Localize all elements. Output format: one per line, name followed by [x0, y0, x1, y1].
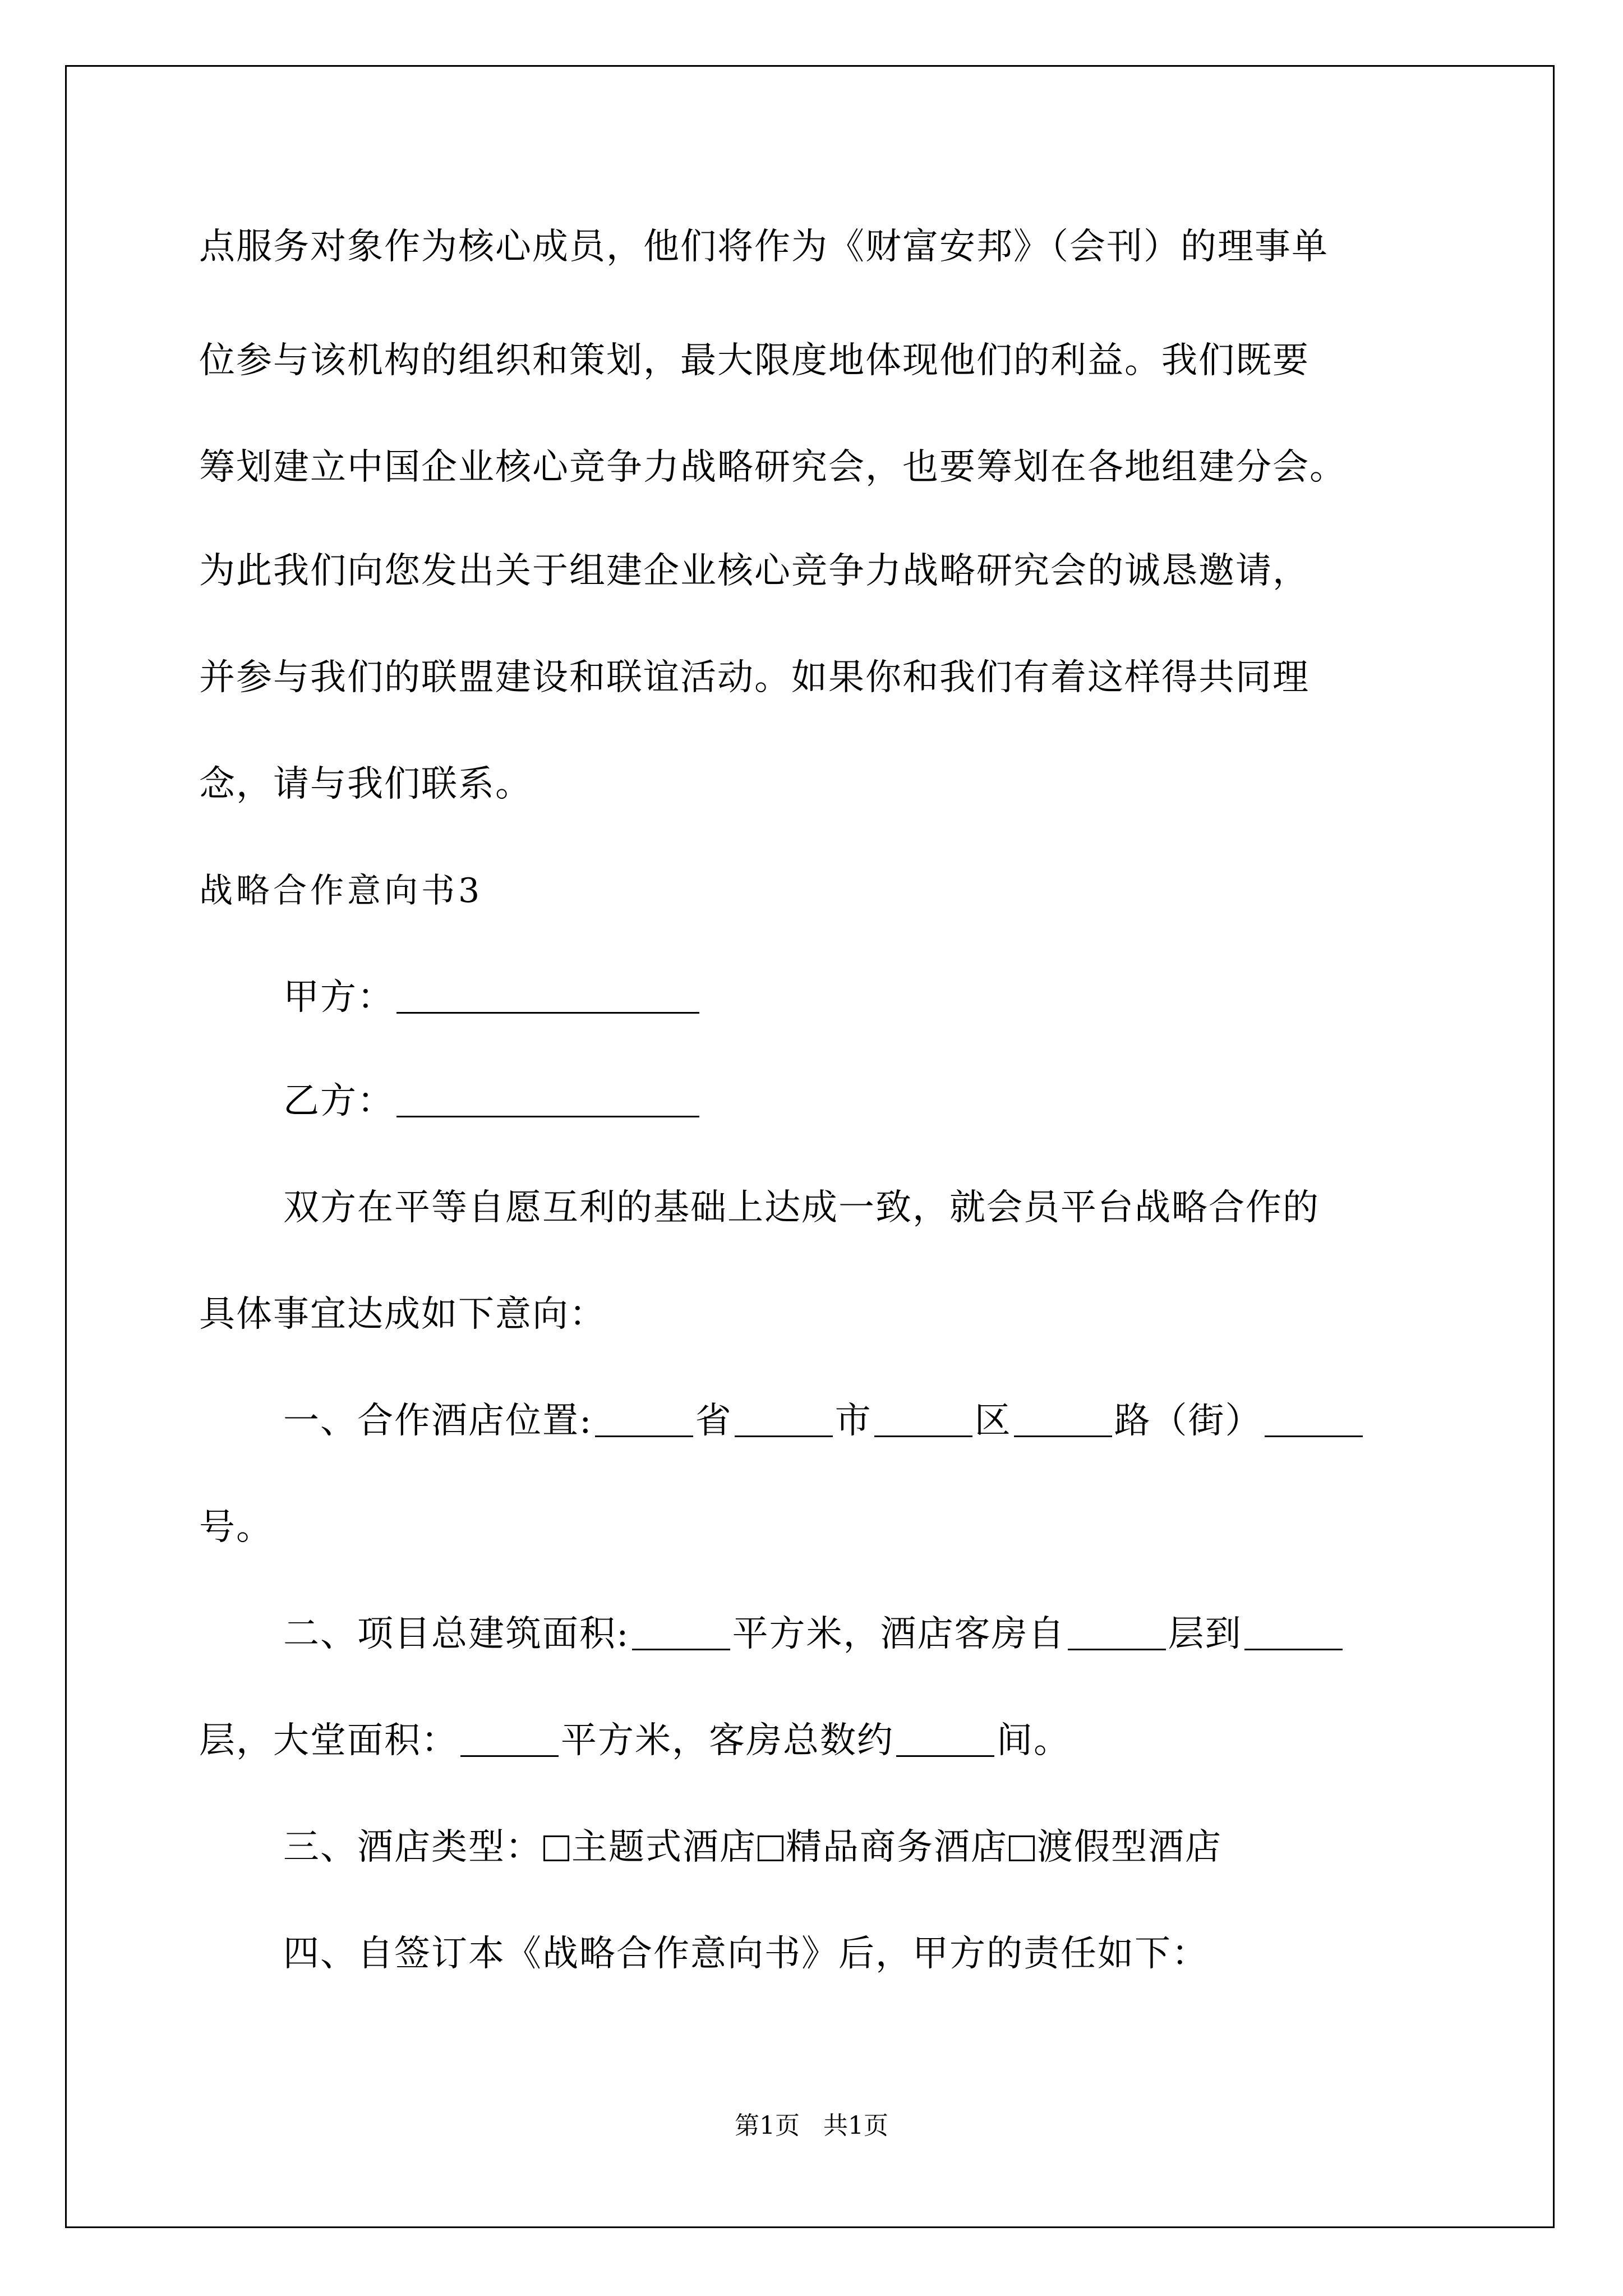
- road-blank: [1014, 1404, 1112, 1437]
- party-b-line: [283, 1079, 702, 1124]
- resort-hotel-checkbox: [1009, 1835, 1035, 1861]
- paragraph-line: 具体事宜达成如下意向：: [199, 1294, 606, 1335]
- floor-from-blank: [1068, 1617, 1166, 1650]
- district-label: 区: [974, 1400, 1012, 1442]
- paragraph-line: 双方在平等自愿互利的基础上达成一致，就会员平台战略合作的: [283, 1187, 1320, 1228]
- item-building-area: [283, 1612, 1345, 1657]
- theme-hotel-label: 主题式酒店: [571, 1826, 757, 1868]
- item2-sqm-label: 平方米，酒店客房自: [732, 1613, 1066, 1655]
- total-area-blank: [632, 1617, 730, 1650]
- province-blank: [595, 1404, 693, 1437]
- item1-label: 一、合作酒店位置:: [283, 1400, 593, 1442]
- item-responsibilities: 四、自签订本《战略合作意向书》后，甲方的责任如下：: [283, 1933, 1209, 1975]
- paragraph-line: 为此我们向您发出关于组建企业核心竞争力战略研究会的诚恳邀请，: [199, 550, 1310, 592]
- item2-sqm2-label: 平方米，客房总数约: [561, 1720, 894, 1761]
- party-a-blank: [396, 981, 699, 1014]
- page-border: [65, 65, 1555, 2228]
- item2-continued: [199, 1718, 1071, 1763]
- item-hotel-type: [283, 1825, 1222, 1870]
- paragraph-line: 并参与我们的联盟建设和联谊活动。如果你和我们有着这样得共同理: [199, 657, 1310, 698]
- number-blank: [1265, 1404, 1363, 1437]
- resort-hotel-label: 渡假型酒店: [1037, 1826, 1222, 1868]
- party-a-line: [283, 975, 702, 1020]
- road-label: 路（街）: [1114, 1400, 1262, 1442]
- city-blank: [735, 1404, 833, 1437]
- item2-label: 二、项目总建筑面积:: [283, 1613, 630, 1655]
- item2-rooms-label: 间。: [997, 1720, 1071, 1761]
- party-b-label: 乙方：: [283, 1080, 394, 1122]
- paragraph-line: 位参与该机构的组织和策划，最大限度地体现他们的利益。我们既要: [199, 340, 1310, 381]
- floor-to-blank: [1244, 1617, 1343, 1650]
- page-footer: 第1页 共1页: [735, 2111, 888, 2140]
- city-label: 市: [834, 1400, 872, 1442]
- province-label: 省: [695, 1400, 732, 1442]
- party-a-label: 甲方：: [283, 977, 394, 1018]
- item1-number-label: 号。: [199, 1507, 273, 1548]
- item2-floor-label: 层，大堂面积：: [199, 1720, 458, 1761]
- paragraph-line: 点服务对象作为核心成员，他们将作为《财富安邦》（会刊）的理事单: [199, 226, 1329, 268]
- district-blank: [874, 1404, 972, 1437]
- section-title: 战略合作意向书3: [199, 871, 483, 910]
- room-count-blank: [896, 1724, 994, 1757]
- item3-label: 三、酒店类型：: [283, 1826, 542, 1868]
- item-hotel-location: [283, 1398, 1365, 1443]
- boutique-hotel-label: 精品商务酒店: [786, 1826, 1008, 1868]
- paragraph-line: 筹划建立中国企业核心竞争力战略研究会，也要筹划在各地组建分会。: [199, 447, 1347, 488]
- lobby-area-blank: [460, 1724, 559, 1757]
- item2-floor-to-label: 层到: [1168, 1613, 1242, 1655]
- party-b-blank: [396, 1084, 699, 1117]
- paragraph-line: 念，请与我们联系。: [199, 763, 532, 805]
- theme-hotel-checkbox: [543, 1835, 569, 1861]
- boutique-hotel-checkbox: [758, 1835, 783, 1861]
